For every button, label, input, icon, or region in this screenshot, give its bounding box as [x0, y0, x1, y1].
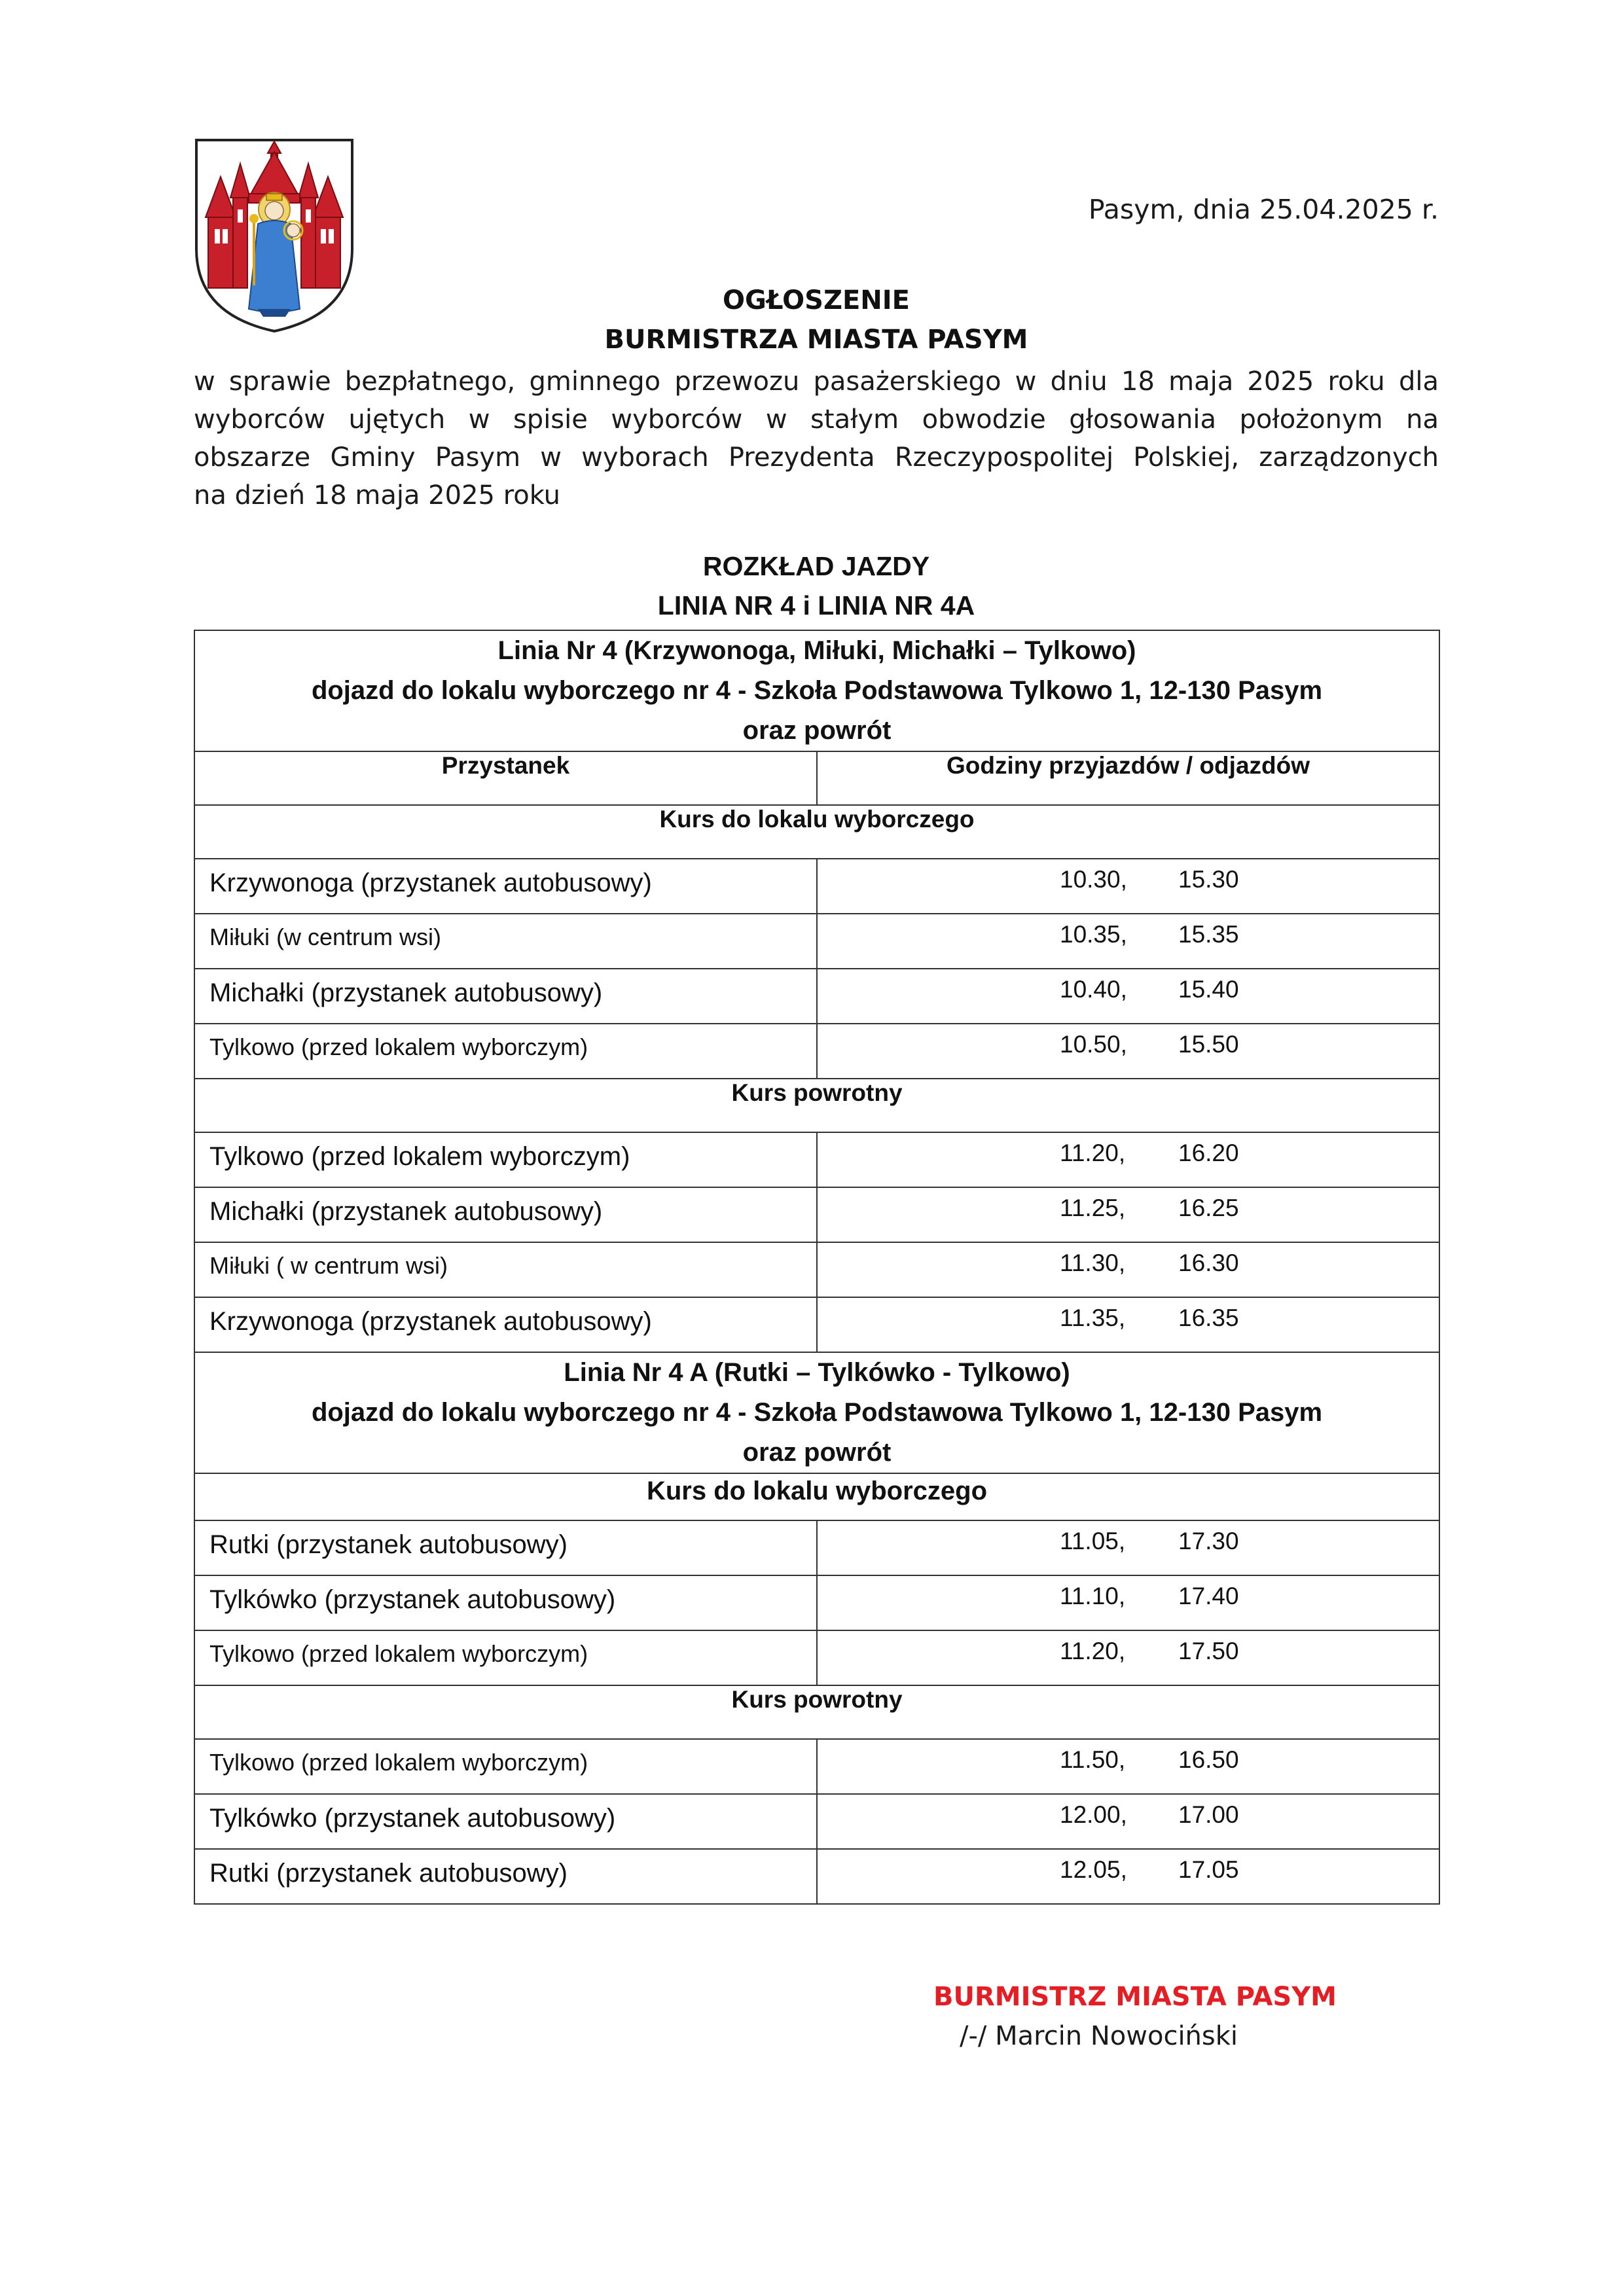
- column-header-times: Godziny przyjazdów / odjazdów: [817, 751, 1439, 805]
- time-second: 16.35: [1178, 1304, 1239, 1331]
- time-first: 11.35,: [1060, 1304, 1126, 1331]
- time-second: 17.00: [1178, 1801, 1239, 1828]
- time-first: 11.20,: [1060, 1139, 1126, 1166]
- table-row: [194, 914, 1439, 969]
- intro-line: w sprawie bezpłatnego, gminnego przewozu pasażerskiego w dniu 18 maja 2025 roku dla: [194, 367, 1439, 397]
- date-line: Pasym, dnia 25.04.2025 r.: [1088, 194, 1439, 225]
- section-return-line-4a: Kurs powrotny: [194, 1685, 1439, 1739]
- time-second: 17.30: [1178, 1528, 1239, 1554]
- signature-name: /-/ Marcin Nowociński: [960, 2021, 1238, 2051]
- stop-name: Tylkowo (przed lokalem wyborczym): [209, 1640, 588, 1667]
- stop-name: Rutki (przystanek autobusowy): [209, 1859, 568, 1888]
- stop-name: Tylkowo (przed lokalem wyborczym): [209, 1033, 588, 1060]
- stop-name: Tylkowo (przed lokalem wyborczym): [209, 1142, 630, 1171]
- time-second: 17.40: [1178, 1583, 1239, 1609]
- column-header-stop: Przystanek: [194, 751, 817, 805]
- schedule-table: [194, 630, 1440, 1905]
- table-row: [194, 1630, 1439, 1685]
- line-4-return-note: oraz powrót: [742, 716, 892, 745]
- line-4a-title: Linia Nr 4 A (Rutki – Tylkówko - Tylkowo): [564, 1358, 1070, 1387]
- table-row: [194, 1132, 1439, 1187]
- time-first: 11.25,: [1060, 1194, 1126, 1221]
- stop-name: Miłuki (w centrum wsi): [209, 924, 442, 950]
- intro-line: na dzień 18 maja 2025 roku: [194, 480, 561, 511]
- table-row: [194, 969, 1439, 1024]
- time-first: 12.05,: [1060, 1856, 1127, 1883]
- section-outbound-line-4: Kurs do lokalu wyborczego: [194, 805, 1439, 859]
- time-first: 11.10,: [1060, 1583, 1126, 1609]
- time-second: 16.50: [1178, 1746, 1239, 1773]
- stop-name: Krzywonoga (przystanek autobusowy): [209, 1307, 652, 1336]
- table-row: [194, 1024, 1439, 1079]
- column-header-row: [194, 751, 1439, 805]
- table-row: [194, 1187, 1439, 1242]
- time-second: 16.25: [1178, 1194, 1239, 1221]
- table-row: [194, 1739, 1439, 1794]
- announcement-intro: [194, 363, 1439, 514]
- time-second: 16.20: [1178, 1139, 1239, 1166]
- line-4a-destination: dojazd do lokalu wyborczego nr 4 - Szkoła Podstawowa Tylkowo 1, 12-130 Pasym: [311, 1398, 1323, 1427]
- time-second: 15.35: [1178, 921, 1239, 948]
- table-row: [194, 1849, 1439, 1904]
- announcement-subtitle: BURMISTRZA MIASTA PASYM: [604, 325, 1028, 355]
- stop-name: Tylkówko (przystanek autobusowy): [209, 1804, 616, 1833]
- schedule-subtitle: LINIA NR 4 i LINIA NR 4A: [657, 590, 975, 620]
- time-first: 12.00,: [1060, 1801, 1127, 1828]
- table-row: [194, 1575, 1439, 1630]
- announcement-title: OGŁOSZENIE: [723, 285, 910, 315]
- section-outbound-line-4a: Kurs do lokalu wyborczego: [194, 1473, 1439, 1520]
- time-first: 10.35,: [1060, 921, 1127, 948]
- stop-name: Tylkowo (przed lokalem wyborczym): [209, 1749, 588, 1776]
- section-return-line-4: Kurs powrotny: [194, 1079, 1439, 1132]
- time-first: 11.20,: [1060, 1638, 1126, 1664]
- time-first: 10.40,: [1060, 976, 1127, 1003]
- stop-name: Miłuki ( w centrum wsi): [209, 1252, 448, 1279]
- table-row: [194, 1794, 1439, 1849]
- time-first: 11.30,: [1060, 1249, 1126, 1276]
- table-row: [194, 859, 1439, 914]
- stop-name: Tylkówko (przystanek autobusowy): [209, 1585, 616, 1614]
- time-first: 10.50,: [1060, 1031, 1127, 1058]
- time-first: 11.05,: [1060, 1528, 1126, 1554]
- time-second: 17.05: [1178, 1856, 1239, 1883]
- time-second: 16.30: [1178, 1249, 1239, 1276]
- line-4-header: [194, 630, 1439, 751]
- table-row: [194, 1242, 1439, 1297]
- stop-name: Michałki (przystanek autobusowy): [209, 978, 603, 1007]
- time-second: 15.50: [1178, 1031, 1239, 1058]
- line-4a-header: [194, 1352, 1439, 1473]
- intro-line: wyborców ujętych w spisie wyborców w stałym obwodzie głosowania położonym na: [194, 404, 1439, 435]
- time-second: 15.40: [1178, 976, 1239, 1003]
- time-first: 10.30,: [1060, 866, 1127, 893]
- time-first: 11.50,: [1060, 1746, 1126, 1773]
- schedule-title: ROZKŁAD JAZDY: [702, 551, 930, 581]
- stop-name: Krzywonoga (przystanek autobusowy): [209, 869, 652, 897]
- stop-name: Michałki (przystanek autobusowy): [209, 1197, 603, 1226]
- signature-title: BURMISTRZ MIASTA PASYM: [933, 1982, 1337, 2012]
- line-4-title: Linia Nr 4 (Krzywonoga, Miłuki, Michałki – Tylkowo): [497, 636, 1136, 665]
- table-row: [194, 1297, 1439, 1352]
- intro-line: obszarze Gminy Pasym w wyborach Prezydenta Rzeczypospolitej Polskiej, zarządzonych: [194, 442, 1439, 473]
- time-second: 17.50: [1178, 1638, 1239, 1664]
- line-4a-return-note: oraz powrót: [742, 1438, 892, 1467]
- table-row: [194, 1520, 1439, 1575]
- stop-name: Rutki (przystanek autobusowy): [209, 1530, 568, 1559]
- time-second: 15.30: [1178, 866, 1239, 893]
- line-4-destination: dojazd do lokalu wyborczego nr 4 - Szkoła Podstawowa Tylkowo 1, 12-130 Pasym: [311, 676, 1323, 705]
